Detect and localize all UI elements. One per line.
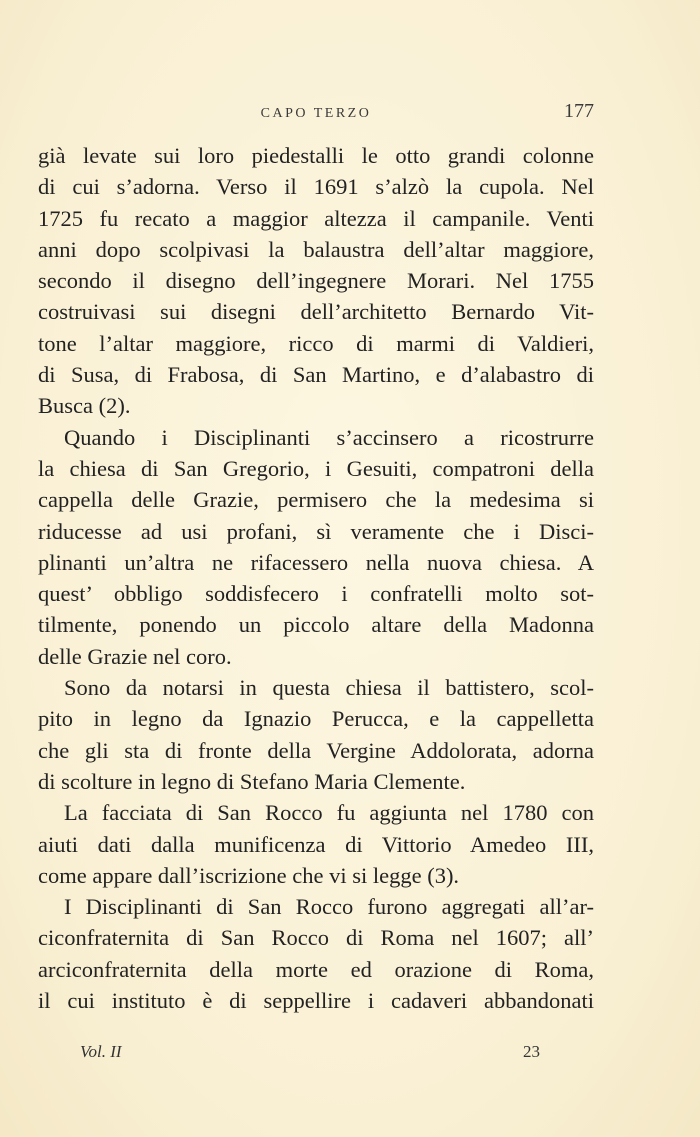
text-line: Quando i Disciplinanti s’accinsero a ricostrurre (64, 424, 594, 450)
page-header (38, 100, 594, 130)
text-line: di scolture in legno di Stefano Maria Clemente. (38, 768, 466, 794)
body-text (38, 140, 594, 1016)
text-line: come appare dall’iscrizione che vi si legge (3). (38, 862, 460, 888)
text-line: arciconfraternita della morte ed orazione di Roma, (38, 956, 594, 982)
text-line: delle Grazie nel coro. (38, 643, 232, 669)
text-line: costruivasi sui disegni dell’architetto Bernardo Vit- (38, 299, 594, 325)
text-line: di Susa, di Frabosa, di San Martino, e d’alabastro di (38, 362, 594, 388)
text-line: ciconfraternita di San Rocco di Roma nel 1607; all’ (38, 925, 594, 951)
text-line: Busca (2). (38, 393, 131, 419)
text-line: quest’ obbligo soddisfecero i confratelli molto sot- (38, 581, 594, 607)
text-line: di cui s’adorna. Verso il 1691 s’alzò la cupola. Nel (38, 174, 594, 200)
signature-mark: 23 (523, 1042, 540, 1061)
text-line: 1725 fu recato a maggior altezza il campanile. Venti (38, 205, 594, 231)
text-line: Sono da notarsi in questa chiesa il battistero, scol- (64, 675, 594, 701)
text-line: La facciata di San Rocco fu aggiunta nel 1780 con (64, 800, 594, 826)
text-line: il cui instituto è di seppellire i cadaveri abbandonati (38, 988, 594, 1014)
page-footer (80, 1042, 540, 1066)
text-line: pito in legno da Ignazio Perucca, e la cappelletta (38, 706, 594, 732)
text-line: aiuti dati dalla munificenza di Vittorio Amedeo III, (38, 831, 594, 857)
text-line: plinanti un’altra ne rifacessero nella nuova chiesa. A (38, 549, 594, 575)
volume-mark: Vol. II (80, 1042, 122, 1061)
text-line: la chiesa di San Gregorio, i Gesuiti, compatroni della (38, 455, 594, 481)
text-line: tilmente, ponendo un piccolo altare della Madonna (38, 612, 594, 638)
text-line: anni dopo scolpivasi la balaustra dell’altar maggiore, (38, 236, 594, 262)
page-number: 177 (564, 100, 594, 122)
text-line: riducesse ad usi profani, sì veramente che i Disci- (38, 518, 594, 544)
text-line: cappella delle Grazie, permisero che la medesima si (38, 487, 594, 513)
text-line: secondo il disegno dell’ingegnere Morari. Nel 1755 (38, 268, 594, 294)
text-line: tone l’altar maggiore, ricco di marmi di Valdieri, (38, 330, 594, 356)
text-line: già levate sui loro piedestalli le otto grandi colonne (38, 143, 594, 168)
text-line: I Disciplinanti di San Rocco furono aggregati all’ar- (64, 894, 594, 920)
text-line: che gli sta di fronte della Vergine Addolorata, adorna (38, 737, 594, 763)
running-title: CAPO TERZO (260, 106, 372, 121)
